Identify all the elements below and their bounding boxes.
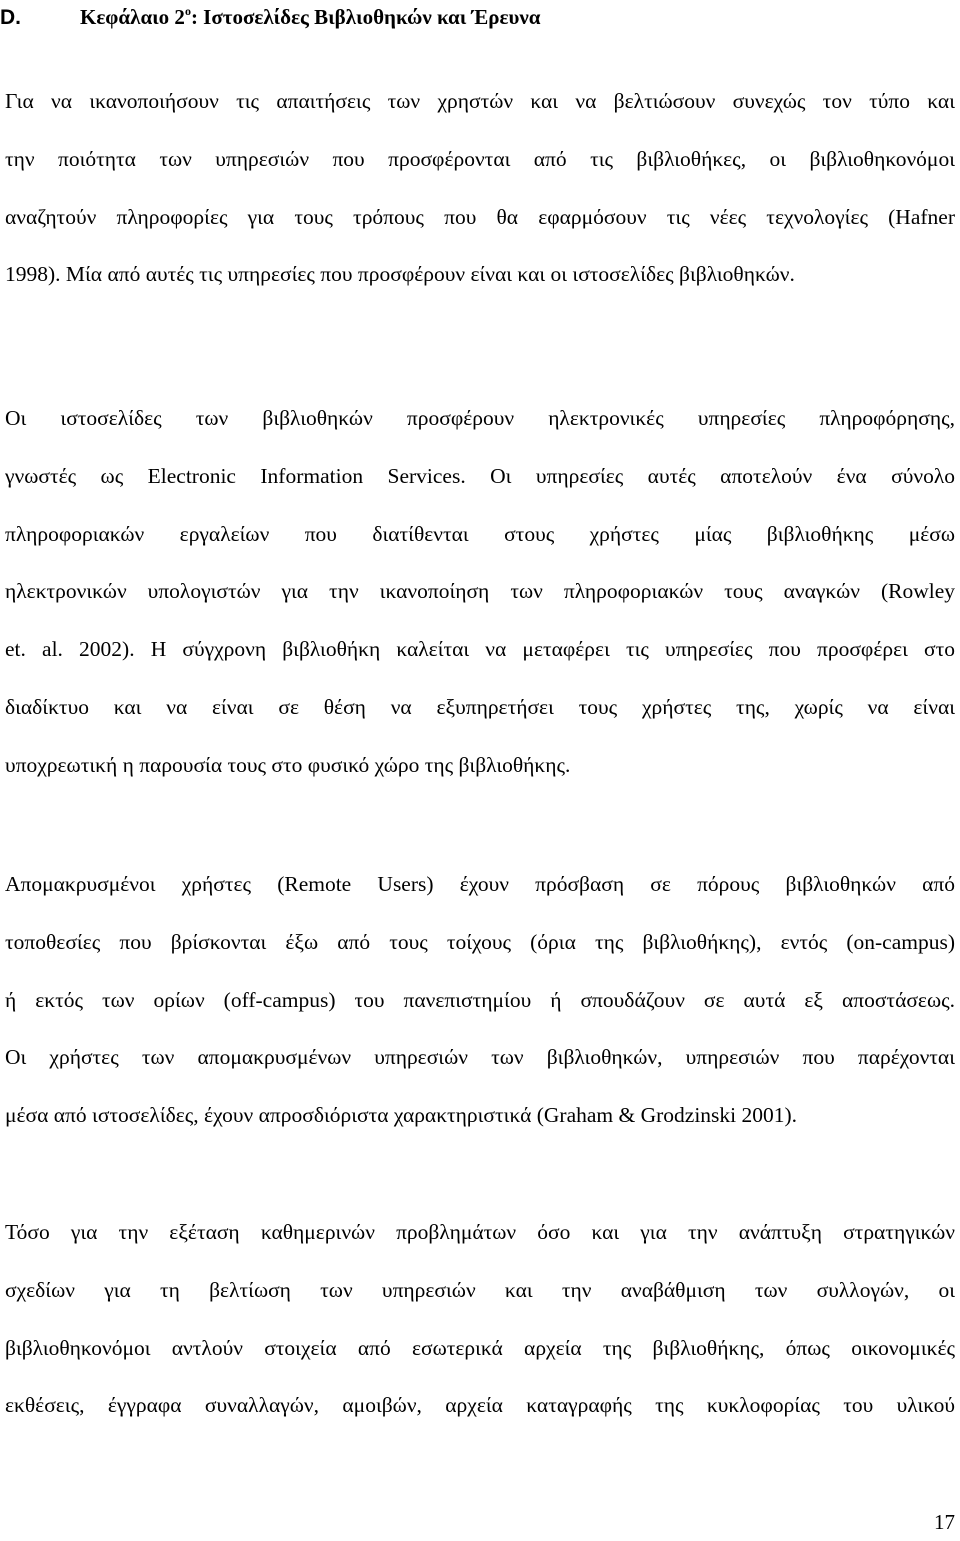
paragraph-1 [5,73,955,304]
text-line: 1998). Μία από αυτές τις υπηρεσίες που προσφέρουν είναι και οι ιστοσελίδες βιβλιοθηκών. [5,262,795,287]
text-line: εκθέσεις, έγγραφα συναλλαγών, αμοιβών, αρχεία καταγραφής της κυκλοφορίας του υλικού [5,1393,955,1418]
paragraph-4 [5,1204,955,1435]
paragraph-2 [5,390,955,795]
text-line: Για να ικανοποιήσουν τις απαιτήσεις των χρηστών και να βελτιώσουν συνεχώς τον τύπο και [5,89,955,113]
text-line: Απομακρυσμένοι χρήστες (Remote Users) έχουν πρόσβαση σε πόρους βιβλιοθηκών από [5,872,955,896]
heading-prefix: D. [0,6,21,29]
text-line: Οι ιστοσελίδες των βιβλιοθηκών προσφέρουν ηλεκτρονικές υπηρεσίες πληροφόρησης, [5,406,955,430]
text-line: αναζητούν πληροφορίες για τους τρόπους που θα εφαρμόσουν τις νέες τεχνολογίες (Hafner [5,204,955,229]
text-line: διαδίκτυο και να είναι σε θέση να εξυπηρετήσει τους χρήστες της, χωρίς να είναι [5,694,955,719]
text-line: βιβλιοθηκονόμοι αντλούν στοιχεία από εσωτερικά αρχεία της βιβλιοθήκης, όπως οικονομικές [5,1335,955,1360]
text-line: et. al. 2002). Η σύγχρονη βιβλιοθήκη καλείται να μεταφέρει τις υπηρεσίες που προσφέρει στο [5,637,955,662]
text-line: ηλεκτρονικών υπολογιστών για την ικανοποίηση των πληροφοριακών τους αναγκών (Rowley [5,579,955,604]
text-line: ή εκτός των ορίων (off-campus) του πανεπιστημίου ή σπουδάζουν σε αυτά εξ αποστάσεως. [5,987,955,1012]
text-line: υποχρεωτική η παρουσία τους στο φυσικό χώρο της βιβλιοθήκης. [5,752,571,777]
paragraph-3 [5,856,955,1145]
text-line: την ποιότητα των υπηρεσιών που προσφέρονται από τις βιβλιοθήκες, οι βιβλιοθηκονόμοι [5,146,955,171]
text-line: μέσα από ιστοσελίδες, έχουν απροσδιόριστα χαρακτηριστικά (Graham & Grodzinski 2001). [5,1103,798,1128]
text-line: Οι χρήστες των απομακρυσμένων υπηρεσιών των βιβλιοθηκών, υπηρεσιών που παρέχονται [5,1045,955,1070]
text-line: σχεδίων για τη βελτίωση των υπηρεσιών και την αναβάθμιση των συλλογών, οι [5,1277,955,1302]
page-number: 17 [934,1510,955,1534]
text-line: Τόσο για την εξέταση καθημερινών προβλημάτων όσο και για την ανάπτυξη στρατηγικών [5,1220,955,1244]
text-line: γνωστές ως Electronic Information Services. Οι υπηρεσίες αυτές αποτελούν ένα σύνολο [5,463,955,488]
heading-superscript: ο [184,4,191,18]
text-line: τοποθεσίες που βρίσκονται έξω από τους τοίχους (όρια της βιβλιοθήκης), εντός (on-campus) [5,929,955,954]
text-line: πληροφοριακών εργαλείων που διατίθενται στους χρήστες μίας βιβλιοθήκης μέσω [5,521,955,546]
heading-title: : Ιστοσελίδες Βιβλιοθηκών και Έρευνα [190,5,541,29]
heading-chapter: Κεφάλαιο 2 [80,5,185,29]
chapter-heading [0,2,960,32]
